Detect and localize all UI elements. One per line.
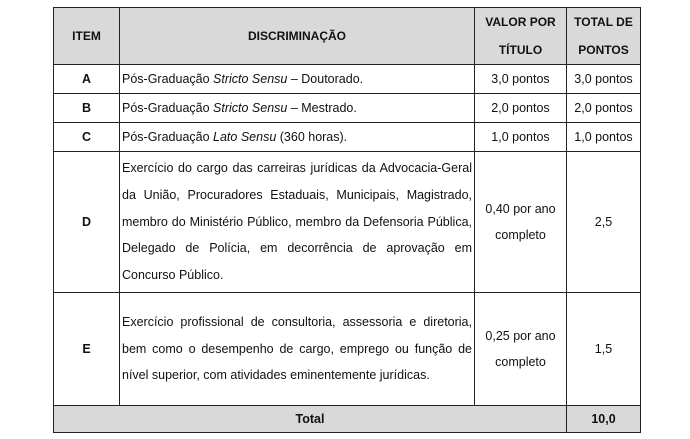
header-item: ITEM [54, 8, 120, 65]
total-label: Total [54, 406, 567, 433]
row-discriminacao [120, 94, 475, 123]
disc-suffix: – Mestrado. [287, 101, 357, 115]
row-valor [475, 152, 567, 293]
disc-suffix: (360 horas). [276, 130, 348, 144]
row-total: 2,5 [567, 152, 641, 293]
row-valor: 2,0 pontos [475, 94, 567, 123]
header-valor-line1: VALOR POR [485, 15, 556, 29]
row-total: 2,0 pontos [567, 94, 641, 123]
valor-line1: 0,40 por ano [485, 202, 556, 216]
header-discriminacao: DISCRIMINAÇÃO [120, 8, 475, 65]
row-item: B [54, 94, 120, 123]
row-total: 3,0 pontos [567, 65, 641, 94]
table-row [54, 65, 641, 94]
row-discriminacao: Exercício profissional de consultoria, assessoria e diretoria, bem como o desempenho de cargo, emprego ou função de nível superior, com atividades eminentemente jurídicas. [120, 293, 475, 406]
row-discriminacao [120, 123, 475, 152]
table-row [54, 94, 641, 123]
disc-italic: Stricto Sensu [213, 72, 288, 86]
total-row [54, 406, 641, 433]
disc-italic: Stricto Sensu [213, 101, 288, 115]
row-item: E [54, 293, 120, 406]
points-table-container [53, 7, 641, 433]
valor-line2: completo [495, 228, 546, 242]
header-total-line2: PONTOS [578, 43, 629, 57]
table-row [54, 293, 641, 406]
header-row [54, 8, 641, 65]
table-row [54, 152, 641, 293]
disc-suffix: – Doutorado. [287, 72, 364, 86]
disc-prefix: Pós-Graduação [122, 130, 214, 144]
row-total: 1,0 pontos [567, 123, 641, 152]
row-item: D [54, 152, 120, 293]
valor-line2: completo [495, 355, 546, 369]
total-value: 10,0 [567, 406, 641, 433]
row-item: C [54, 123, 120, 152]
header-valor-por-titulo [475, 8, 567, 65]
valor-line1: 0,25 por ano [485, 329, 556, 343]
disc-italic: Lato Sensu [213, 130, 277, 144]
table-row [54, 123, 641, 152]
row-valor: 3,0 pontos [475, 65, 567, 94]
row-total: 1,5 [567, 293, 641, 406]
header-total-line1: TOTAL DE [574, 15, 633, 29]
row-discriminacao: Exercício do cargo das carreiras jurídicas da Advocacia-Geral da União, Procuradores Estaduais, Municipais, Magistrado, membro do Ministério Público, membro da Defensoria Pública, Delegado de Polícia, em decorrência de aprovação em Concurso Público. [120, 152, 475, 293]
header-total-de-pontos [567, 8, 641, 65]
row-valor [475, 293, 567, 406]
disc-prefix: Pós-Graduação [122, 72, 214, 86]
row-valor: 1,0 pontos [475, 123, 567, 152]
header-valor-line2: TÍTULO [498, 43, 543, 57]
disc-prefix: Pós-Graduação [122, 101, 214, 115]
row-discriminacao [120, 65, 475, 94]
points-table [53, 7, 641, 433]
row-item: A [54, 65, 120, 94]
